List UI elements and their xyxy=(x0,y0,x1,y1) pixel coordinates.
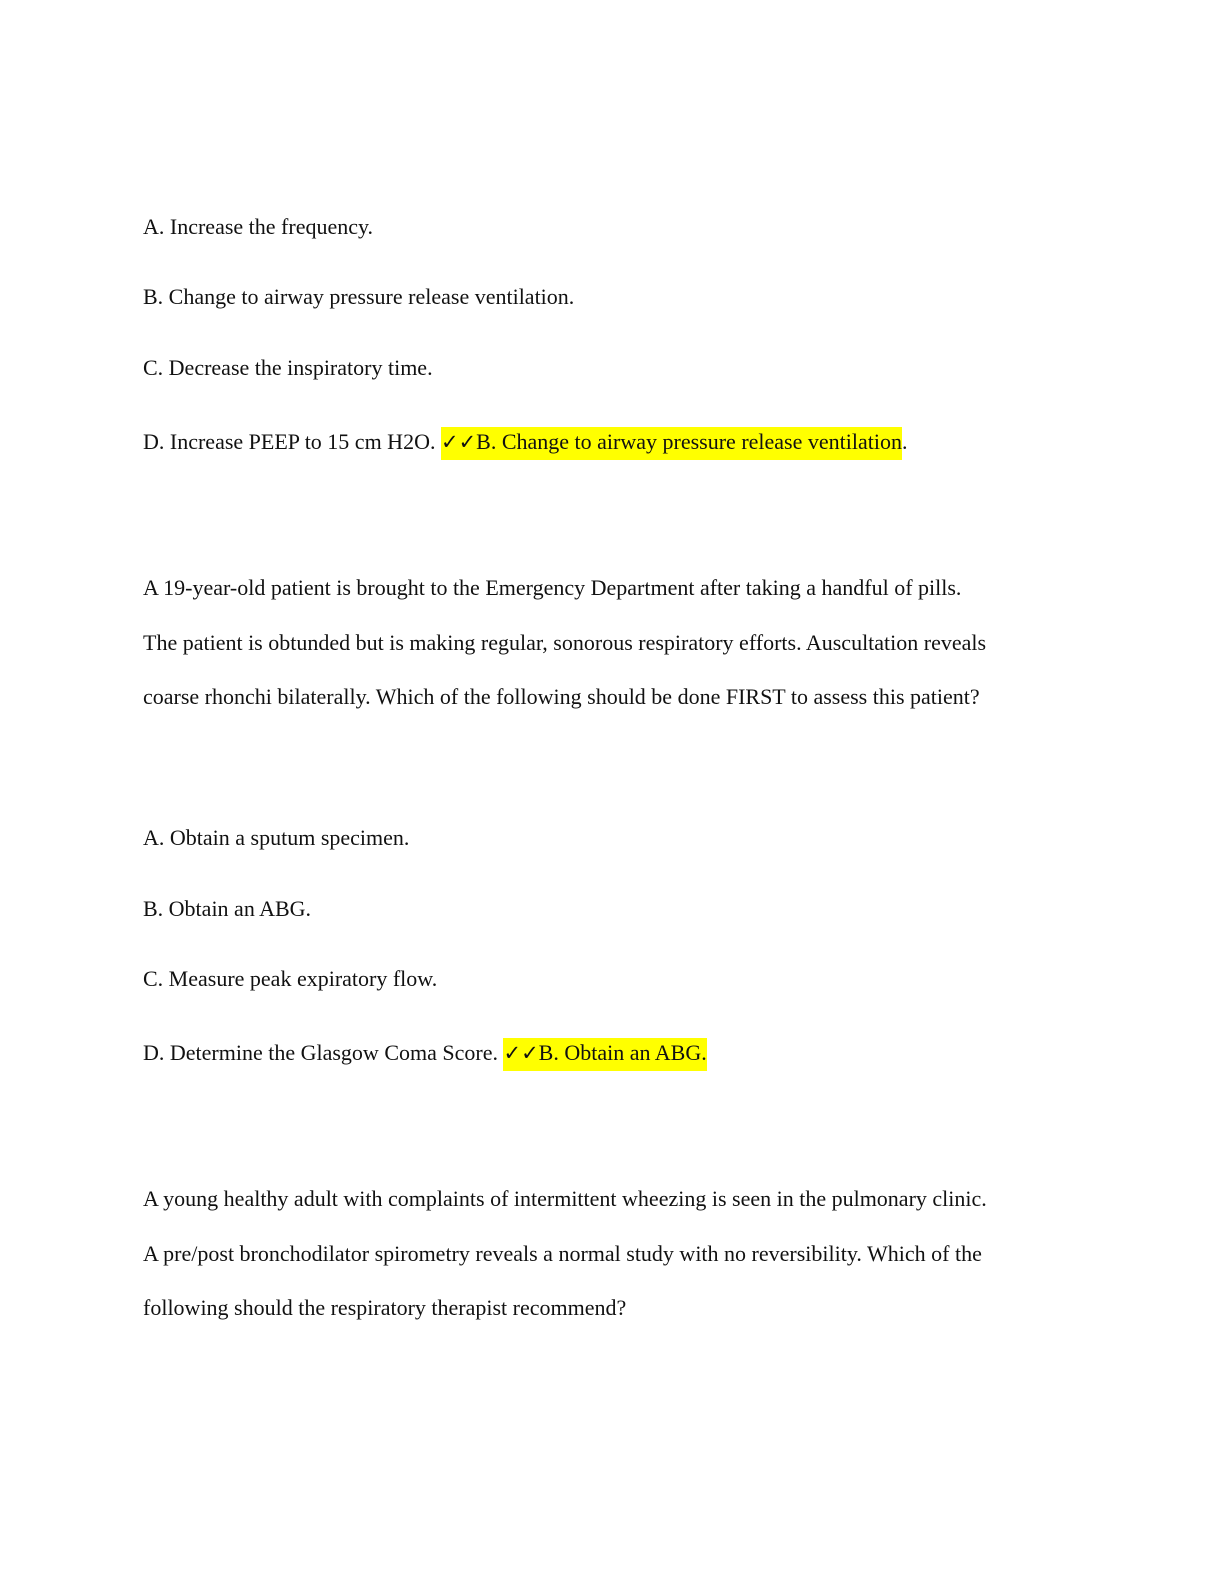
q2-answer-highlight xyxy=(503,1038,706,1071)
q3-question-line-1: A young healthy adult with complaints of intermittent wheezing is seen in the pulmonary clinic. xyxy=(143,1186,987,1211)
q1-answer: B. Change to airway pressure release ventilation xyxy=(476,429,902,454)
q1-answer-trailing: . xyxy=(901,429,908,454)
q2-option-c: C. Measure peak expiratory flow. xyxy=(143,966,438,991)
q2-answer: B. Obtain an ABG. xyxy=(538,1040,707,1065)
q1-option-d-line xyxy=(143,428,907,456)
check-marks-icon: ✓✓ xyxy=(503,1041,539,1065)
check-marks-icon: ✓✓ xyxy=(440,430,477,454)
q2-question-line-1: A 19-year-old patient is brought to the Emergency Department after taking a handful of pills. xyxy=(143,575,962,600)
q2-question-line-2: The patient is obtunded but is making regular, sonorous respiratory efforts. Auscultation reveals xyxy=(143,630,987,655)
q2-question-line-3: coarse rhonchi bilaterally. Which of the following should be done FIRST to assess this patient? xyxy=(143,684,980,709)
q2-option-a: A. Obtain a sputum specimen. xyxy=(143,825,410,850)
q3-question-line-2: A pre/post bronchodilator spirometry reveals a normal study with no reversibility. Which of the xyxy=(143,1241,982,1266)
q1-option-c: C. Decrease the inspiratory time. xyxy=(143,355,433,380)
q2-option-d: D. Determine the Glasgow Coma Score. xyxy=(143,1040,498,1065)
q1-option-a: A. Increase the frequency. xyxy=(143,214,374,239)
q1-option-d: D. Increase PEEP to 15 cm H2O. xyxy=(143,429,436,454)
q2-option-d-line xyxy=(143,1039,707,1067)
q3-question-line-3: following should the respiratory therapist recommend? xyxy=(143,1295,627,1320)
q1-option-b: B. Change to airway pressure release ventilation. xyxy=(143,284,575,309)
q1-answer-highlight xyxy=(441,427,902,460)
q2-option-b: B. Obtain an ABG. xyxy=(143,896,312,921)
